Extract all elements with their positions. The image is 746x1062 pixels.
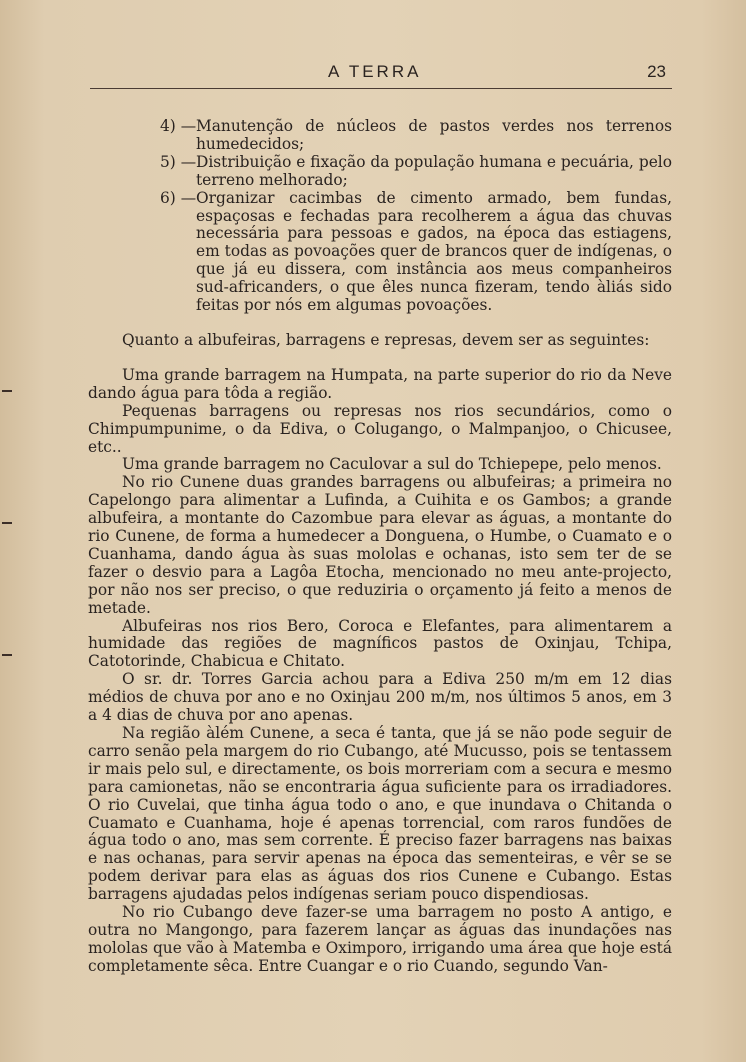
list-item-text: Manutenção de núcleos de pastos verdes nos terrenos humedecidos; — [196, 117, 672, 153]
edge-mark — [2, 654, 12, 656]
paragraph: Uma grande barragem no Caculovar a sul do Tchiepepe, pelo menos. — [122, 455, 662, 474]
page-header — [90, 62, 670, 86]
list-item — [88, 190, 672, 315]
paragraph: Na região àlém Cunene, a seca é tanta, que já se não pode seguir de carro senão pela margem do rio Cubango, até Mucusso, pois se tentassem ir mais pelo sul, e directamente, os bois morreriam com a secura e mesmo para camionetas, não se encontraria água suficiente para os irradiadores. O rio Cuvelai, que tinha água todo o ano, e que inundava o Chitanda o Cuamato e Cuanhama, hoje é apenas torrencial, com raros fundões de água todo o ano, mas sem corrente. É preciso fazer barragens nas baixas e nas ochanas, para servir apenas na época das sementeiras, e vêr se se podem derivar para elas as águas dos rios Cunene e Cubango. Estas barragens ajudadas pelos indígenas seriam pouco dispendiosas. — [88, 724, 672, 904]
list-item-text: Organizar cacimbas de cimento armado, bem fundas, espaçosas e fechadas para recolherem a água das chuvas necessária para pessoas e gados, na época das estiagens, em todas as povoações quer de brancos quer de indígenas, o que já eu dissera, com instância aos meus companheiros sud-africanders, o que êles nunca fizeram, tendo àliás sido feitas por nós em algumas povoações. — [196, 188, 672, 315]
paragraph: Albufeiras nos rios Bero, Coroca e Elefantes, para alimentarem a humidade das regiões de magníficos pastos de Oxinjau, Tchipa, Catotorinde, Chabicua e Chitato. — [88, 616, 672, 671]
paragraph: No rio Cubango deve fazer-se uma barragem no posto A antigo, e outra no Mangongo, para fazerem lançar as águas das inundações nas mololas que vão à Matemba e Oximporo, irrigando uma área que hoje está completamente sêca. Entre Cuangar e o rio Cuando, segundo Van- — [88, 903, 672, 975]
paragraph: No rio Cunene duas grandes barragens ou albufeiras; a primeira no Capelongo para alimentar a Lufinda, a Cuihita e os Gambos; a grande albufeira, a montante do Cazombue para elevar as águas, a montante do rio Cunene, de forma a humedecer a Donguena, o Humbe, o Cuamato e o Cuanhama, dando água às suas mololas e ochanas, isto sem ter de se fazer o desvio para a Lagôa Etocha, mencionado no meu ante-projecto, por não nos ser preciso, o que reduziria o orçamento já feito a menos de metade. — [88, 473, 672, 617]
body-text — [88, 118, 672, 976]
intro-paragraph: Quanto a albufeiras, barragens e represas, devem ser as seguintes: — [122, 330, 650, 349]
paragraph: Uma grande barragem na Humpata, na parte superior do rio da Neve dando água para tôda a região. — [88, 365, 672, 402]
page-number: 23 — [647, 62, 666, 81]
edge-mark — [2, 390, 12, 392]
running-title: A TERRA — [328, 62, 422, 81]
edge-mark — [2, 522, 12, 524]
list-item — [88, 154, 672, 190]
paragraph: Pequenas barragens ou represas nos rios secundários, como o Chimpumpunime, o da Ediva, o Colugango, o Malmpanjoo, o Chicusee, etc.. — [88, 401, 672, 456]
header-rule — [90, 88, 672, 89]
list-item — [88, 118, 672, 154]
list-item-text: Distribuição e fixação da população humana e pecuária, pelo terreno melhorado; — [196, 152, 672, 189]
list-item-number: 4) — — [160, 117, 197, 135]
list-item-number: 5) — — [160, 152, 197, 171]
list-item-number: 6) — — [160, 188, 197, 207]
paragraph: O sr. dr. Torres Garcia achou para a Ediva 250 m/m em 12 dias médios de chuva por ano e no Oxinjau 200 m/m, nos últimos 5 anos, em 3 a 4 dias de chuva por ano apenas. — [88, 670, 672, 725]
